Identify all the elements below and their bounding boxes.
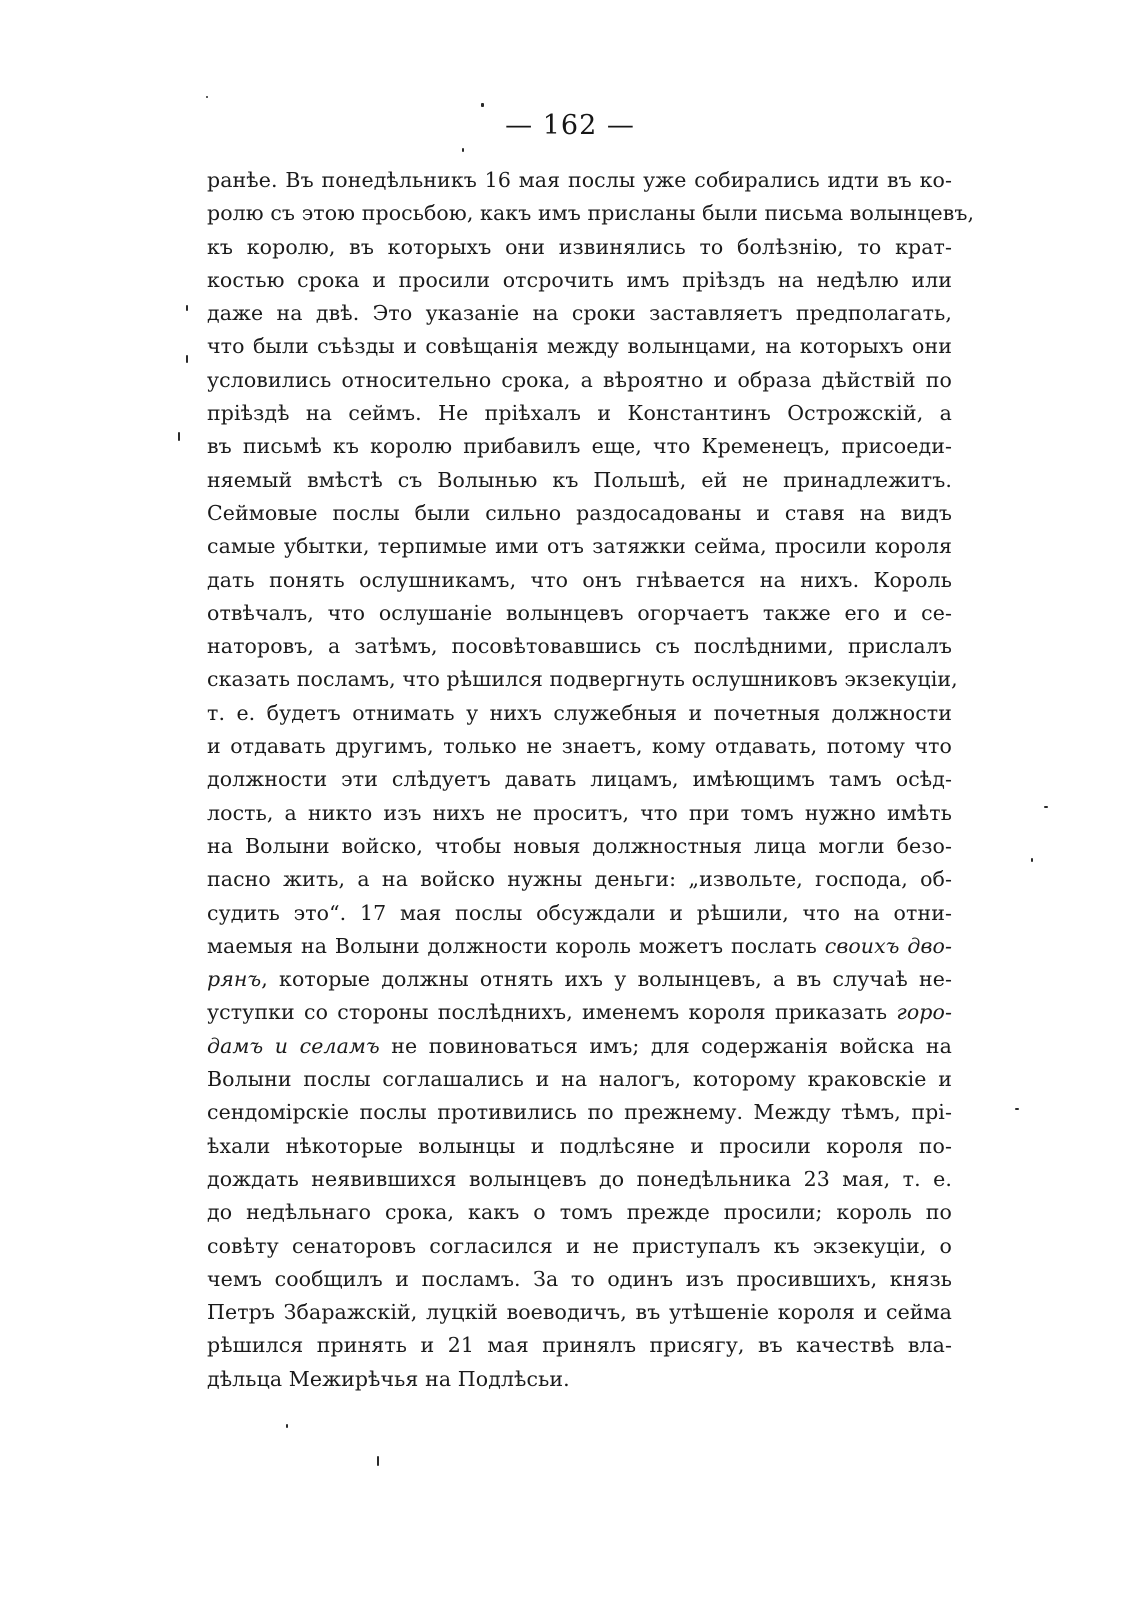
text-line bbox=[207, 763, 952, 796]
text-segment: сендомірскіе послы противились по прежнему. Между тѣмъ, прі- bbox=[207, 1100, 952, 1125]
text-segment: няемый вмѣстѣ съ Волынью къ Польшѣ, ей не принадлежитъ. bbox=[207, 467, 952, 492]
text-segment: маемыя на Волыни должности король можетъ послать bbox=[207, 933, 825, 958]
text-segment: , которые должны отнять ихъ у волынцевъ, а въ случаѣ не- bbox=[261, 967, 952, 992]
text-segment: даже на двѣ. Это указаніе на сроки заставляетъ предполагать, bbox=[207, 301, 952, 326]
text-line bbox=[207, 1130, 952, 1163]
text-line bbox=[207, 564, 952, 597]
italic-text-segment: своихъ дво- bbox=[824, 933, 952, 958]
text-segment: Петръ Збаражскій, луцкій воеводичъ, въ утѣшеніе короля и сейма bbox=[207, 1300, 952, 1325]
text-line bbox=[207, 197, 975, 230]
text-segment: чемъ сообщилъ и посламъ. За то одинъ изъ просившихъ, князь bbox=[207, 1266, 952, 1291]
scan-speck bbox=[462, 148, 464, 152]
text-segment: къ королю, въ которыхъ они извинялись то болѣзнію, то крат- bbox=[207, 234, 952, 259]
text-line bbox=[207, 830, 952, 863]
text-segment: пасно жить, а на войско нужны деньги: „извольте, господа, об- bbox=[207, 867, 952, 892]
text-segment: сказать посламъ, что рѣшился подвергнуть ослушниковъ экзекуціи, bbox=[207, 667, 958, 692]
scan-speck bbox=[186, 355, 188, 363]
text-line bbox=[207, 930, 952, 963]
text-line bbox=[207, 464, 952, 497]
text-line bbox=[207, 297, 952, 330]
text-segment: условились относительно срока, а вѣроятно и образа дѣйствій по bbox=[207, 367, 952, 392]
text-segment: на Волыни войско, чтобы новыя должностныя лица могли безо- bbox=[207, 833, 952, 858]
text-segment: наторовъ, а затѣмъ, посовѣтовавшись съ послѣдними, прислалъ bbox=[207, 634, 952, 659]
text-line bbox=[207, 730, 952, 763]
italic-text-segment: горо- bbox=[896, 1000, 952, 1025]
text-line bbox=[207, 1096, 952, 1129]
text-line bbox=[207, 1230, 952, 1263]
scan-speck bbox=[1031, 858, 1033, 862]
text-segment: не повиноваться имъ; для содержанія войска на bbox=[379, 1033, 952, 1058]
text-line bbox=[207, 397, 952, 430]
text-segment: отвѣчалъ, что ослушаніе волынцевъ огорчаетъ также его и се- bbox=[207, 600, 952, 625]
text-line bbox=[207, 1030, 952, 1063]
text-line bbox=[207, 797, 952, 830]
italic-text-segment: дамъ и селамъ bbox=[207, 1033, 380, 1058]
text-line bbox=[207, 630, 952, 663]
text-segment: т. е. будетъ отнимать у нихъ служебныя и почетныя должности bbox=[207, 700, 952, 725]
text-segment: костью срока и просили отсрочить имъ пріѣздъ на недѣлю или bbox=[207, 267, 952, 292]
body-text bbox=[207, 164, 975, 1396]
text-segment: ѣхали нѣкоторые волынцы и подлѣсяне и просили короля по- bbox=[207, 1133, 952, 1158]
scan-speck bbox=[186, 305, 188, 311]
scan-speck bbox=[178, 432, 180, 441]
text-segment: пріѣздѣ на сеймъ. Не пріѣхалъ и Константинъ Острожскій, а bbox=[207, 401, 952, 426]
text-segment: Сеймовые послы были сильно раздосадованы и ставя на видъ bbox=[207, 500, 952, 525]
text-segment: до недѣльнаго срока, какъ о томъ прежде просили; король по bbox=[207, 1200, 952, 1225]
text-line bbox=[207, 164, 952, 197]
text-segment: дать понять ослушникамъ, что онъ гнѣвается на нихъ. Король bbox=[207, 567, 952, 592]
text-segment: должности эти слѣдуетъ давать лицамъ, имѣющимъ тамъ осѣд- bbox=[207, 767, 952, 792]
text-line bbox=[207, 1329, 952, 1362]
text-line bbox=[207, 330, 952, 363]
text-segment: совѣту сенаторовъ согласился и не приступалъ къ экзекуціи, о bbox=[207, 1233, 952, 1258]
text-line bbox=[207, 1063, 952, 1096]
text-line bbox=[207, 663, 958, 696]
text-line bbox=[207, 1163, 952, 1196]
text-line bbox=[207, 364, 952, 397]
text-line bbox=[207, 231, 952, 264]
scan-speck bbox=[286, 1424, 288, 1428]
scan-speck bbox=[481, 103, 484, 107]
text-segment: что были съѣзды и совѣщанія между волынцами, на которыхъ они bbox=[207, 334, 952, 359]
text-line bbox=[207, 897, 952, 930]
text-segment: въ письмѣ къ королю прибавилъ еще, что Кременецъ, присоеди- bbox=[207, 434, 952, 459]
text-line bbox=[207, 530, 952, 563]
text-line bbox=[207, 1296, 952, 1329]
text-line bbox=[207, 1196, 952, 1229]
text-segment: ранѣе. Въ понедѣльникъ 16 мая послы уже собирались идти въ ко- bbox=[207, 168, 952, 192]
text-line bbox=[207, 1263, 952, 1296]
text-line bbox=[207, 1363, 952, 1396]
scan-speck bbox=[206, 96, 208, 98]
text-segment: ролю съ этою просьбою, какъ имъ присланы были письма волынцевъ, bbox=[207, 201, 975, 226]
scan-speck bbox=[1015, 1108, 1019, 1110]
text-line bbox=[207, 963, 952, 996]
scan-speck bbox=[1044, 806, 1048, 808]
italic-text-segment: рянъ bbox=[207, 967, 262, 992]
text-segment: судить это“. 17 мая послы обсуждали и рѣшили, что на отни- bbox=[207, 900, 952, 925]
text-segment: и отдавать другимъ, только не знаетъ, кому отдавать, потому что bbox=[207, 734, 952, 759]
text-segment: дождать неявившихся волынцевъ до понедѣльника 23 мая, т. е. bbox=[207, 1166, 952, 1191]
text-line bbox=[207, 863, 952, 896]
text-line bbox=[207, 264, 952, 297]
text-segment: лость, а никто изъ нихъ не проситъ, что при томъ нужно имѣть bbox=[207, 800, 952, 825]
text-segment: дѣльца Межирѣчья на Подлѣсьи. bbox=[207, 1366, 570, 1391]
text-segment: Волыни послы соглашались и на налогъ, которому краковскіе и bbox=[207, 1067, 952, 1092]
text-line bbox=[207, 697, 952, 730]
text-line bbox=[207, 597, 952, 630]
text-line bbox=[207, 497, 952, 530]
text-segment: рѣшился принять и 21 мая принялъ присягу, въ качествѣ вла- bbox=[207, 1333, 952, 1358]
text-line bbox=[207, 430, 952, 463]
scan-speck bbox=[377, 1456, 379, 1466]
text-line bbox=[207, 996, 952, 1029]
page-number: — 162 — bbox=[505, 110, 635, 141]
text-segment: самые убытки, терпимые ими отъ затяжки сейма, просили короля bbox=[207, 534, 952, 559]
text-segment: уступки со стороны послѣднихъ, именемъ короля приказать bbox=[207, 1000, 897, 1025]
